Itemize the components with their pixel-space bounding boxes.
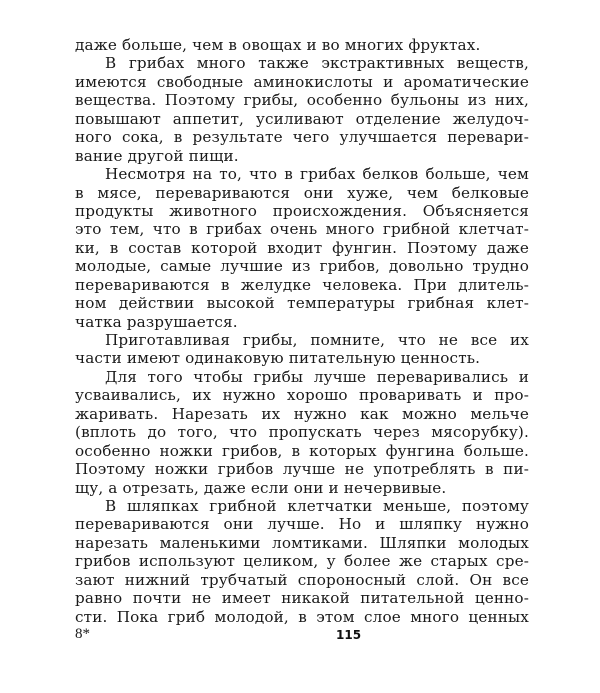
text-line: чатка разрушается.: [75, 312, 238, 331]
text-line: в мясе, перевариваются они хуже, чем белковые: [75, 183, 529, 202]
text-line: щу, а отрезать, даже если они и нечервивые.: [75, 478, 447, 497]
text-line: В грибах много также экстрактивных веществ,: [105, 54, 529, 73]
text-line: Несмотря на то, что в грибах белков больше, чем: [105, 165, 529, 184]
paragraph-5: [75, 368, 529, 497]
text-line: Для того чтобы грибы лучше переваривались и: [105, 367, 529, 386]
text-line: грибов используют целиком, у более же старых сре-: [75, 552, 529, 571]
paragraph-4: [75, 331, 529, 368]
text-line: молодые, самые лучшие из грибов, довольно трудно: [75, 257, 529, 276]
paragraph-3: [75, 165, 529, 331]
paragraph-2: [75, 54, 529, 165]
text-line: имеются свободные аминокислоты и ароматические: [75, 72, 529, 91]
text-line: Приготавливая грибы, помните, что не все их: [105, 331, 529, 349]
paragraph-6: [75, 497, 529, 626]
text-line: вание другой пищи.: [75, 146, 239, 165]
text-line: (вплоть до того, что пропускать через мясорубку).: [75, 423, 529, 442]
text-line: даже больше, чем в овощах и во многих фруктах.: [75, 36, 481, 54]
page-footer: [75, 626, 529, 646]
text-line: Поэтому ножки грибов лучше не употреблять в пи-: [75, 460, 529, 479]
text-line: равно почти не имеет никакой питательной ценно-: [75, 589, 529, 608]
text-line: ном действии высокой температуры грибная клет-: [75, 294, 529, 313]
text-line: повышают аппетит, усиливают отделение желудоч-: [75, 109, 529, 128]
text-line: сти. Пока гриб молодой, в этом слое много ценных: [75, 607, 529, 626]
text-line: нарезать маленькими ломтиками. Шляпки молодых: [75, 533, 529, 552]
text-line: усваивались, их нужно хорошо проваривать и про-: [75, 386, 529, 405]
text-line: ки, в состав которой входит фунгин. Поэтому даже: [75, 238, 529, 257]
text-line: перевариваются они лучше. Но и шляпку нужно: [75, 515, 529, 534]
text-line: В шляпках грибной клетчатки меньше, поэтому: [105, 496, 529, 515]
text-line: это тем, что в грибах очень много грибной клетчат-: [75, 220, 529, 239]
text-line: продукты животного происхождения. Объясняется: [75, 201, 529, 220]
page-body: [75, 36, 529, 626]
paragraph-1: [75, 36, 529, 54]
text-line: зают нижний трубчатый спороносный слой. Он все: [75, 570, 529, 589]
signature-mark: 8*: [75, 626, 90, 642]
text-line: части имеют одинаковую питательную ценность.: [75, 349, 481, 368]
page-number: 115: [336, 628, 362, 642]
text-line: вещества. Поэтому грибы, особенно бульоны из них,: [75, 91, 529, 110]
text-line: жаривать. Нарезать их нужно как можно мельче: [75, 404, 529, 423]
text-line: особенно ножки грибов, в которых фунгина больше.: [75, 441, 529, 460]
text-line: ного сока, в результате чего улучшается перевари-: [75, 128, 529, 147]
text-line: перевариваются в желудке человека. При длитель-: [75, 275, 529, 294]
